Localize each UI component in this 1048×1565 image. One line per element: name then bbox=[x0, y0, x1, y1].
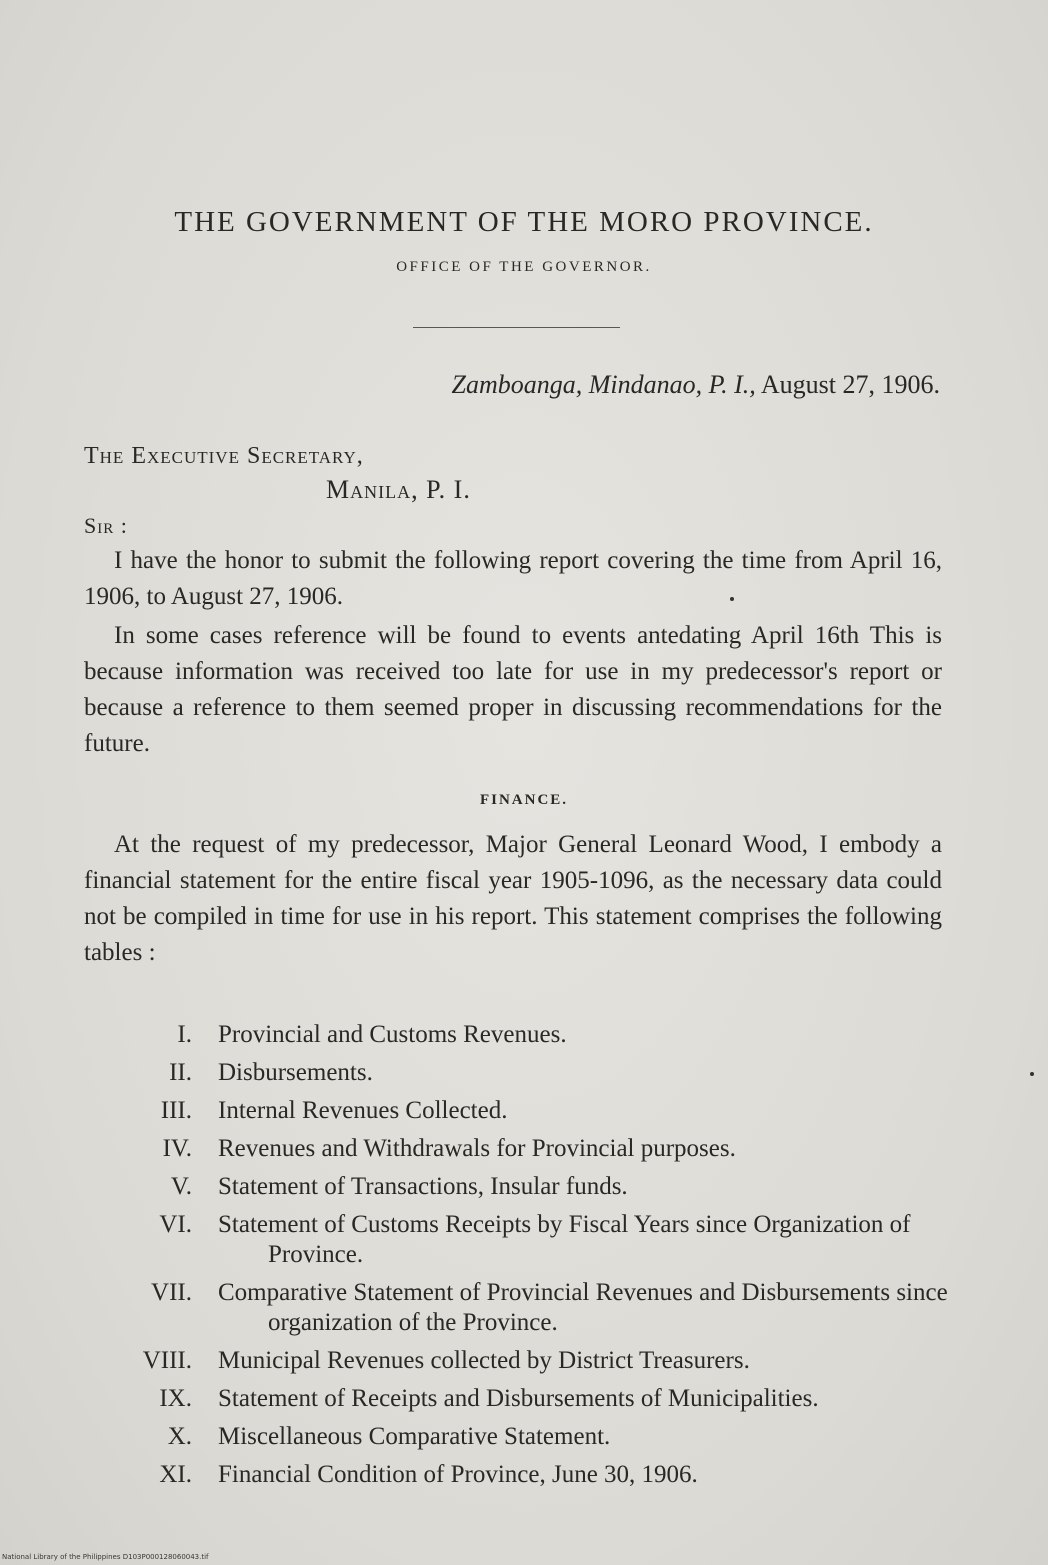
list-item-text: Statement of Transactions, Insular funds. bbox=[218, 1173, 628, 1200]
list-item bbox=[0, 1384, 1048, 1414]
list-item-number: VIII. bbox=[142, 1347, 192, 1374]
list-item-text: Municipal Revenues collected by District Treasurers. bbox=[218, 1347, 750, 1374]
divider-rule bbox=[413, 327, 620, 328]
list-item-text: Comparative Statement of Provincial Revenues and Disbursements since organization of the Province. bbox=[218, 1279, 948, 1336]
addressee-location: Manila, P. I. bbox=[326, 475, 471, 504]
dateline bbox=[451, 370, 940, 400]
list-item-text: Statement of Receipts and Disbursements of Municipalities. bbox=[218, 1385, 819, 1412]
list-item bbox=[0, 1134, 1048, 1164]
dateline-date: August 27, 1906. bbox=[760, 370, 940, 399]
document-title: THE GOVERNMENT OF THE MORO PROVINCE. bbox=[174, 206, 874, 238]
ink-speck bbox=[1030, 1072, 1034, 1076]
list-item-number: XI. bbox=[159, 1461, 192, 1488]
list-item bbox=[0, 1096, 1048, 1126]
paragraph-antedating: In some cases reference will be found to events antedating April 16th This is because information was received too late for use in my predecessor's report or because a reference to them seemed proper in discussing recommendations for the future. bbox=[84, 622, 942, 757]
list-item-text: Provincial and Customs Revenues. bbox=[218, 1021, 567, 1048]
list-item bbox=[0, 1460, 1048, 1490]
list-item-number: IX. bbox=[159, 1385, 192, 1412]
list-item-text: Miscellaneous Comparative Statement. bbox=[218, 1423, 611, 1450]
list-item-number: VII. bbox=[151, 1279, 192, 1306]
paragraph-intro: I have the honor to submit the following report covering the time from April 16, 1906, to August 27, 1906. bbox=[84, 547, 942, 610]
list-item bbox=[0, 1172, 1048, 1202]
list-item-text: Internal Revenues Collected. bbox=[218, 1097, 508, 1124]
list-item-text: Financial Condition of Province, June 30, 1906. bbox=[218, 1461, 698, 1488]
addressee-title: The Executive Secretary, bbox=[84, 443, 364, 469]
dateline-place: Zamboanga, Mindanao, P. I., bbox=[451, 370, 756, 399]
scan-footer: National Library of the Philippines D103P000128060043.tif bbox=[2, 1553, 209, 1561]
list-item-number: IV. bbox=[162, 1135, 192, 1162]
paragraph-finance: At the request of my predecessor, Major General Leonard Wood, I embody a financial statement for the entire fiscal year 1905-1096, as the necessary data could not be compiled in time for use in his report. This statement comprises the following tables : bbox=[84, 831, 942, 966]
list-item bbox=[0, 1210, 1048, 1270]
tables-list bbox=[0, 1020, 1048, 1498]
list-item-text: Disbursements. bbox=[218, 1059, 373, 1086]
list-item-number: III. bbox=[160, 1097, 192, 1124]
document-subtitle: OFFICE OF THE GOVERNOR. bbox=[396, 259, 652, 275]
list-item-text: Revenues and Withdrawals for Provincial purposes. bbox=[218, 1135, 736, 1162]
list-item-number: II. bbox=[169, 1059, 192, 1086]
salutation: Sir : bbox=[84, 513, 128, 538]
list-item-number: X. bbox=[167, 1423, 192, 1450]
ink-speck bbox=[730, 597, 734, 601]
list-item bbox=[0, 1058, 1048, 1088]
list-item-number: V. bbox=[170, 1173, 192, 1200]
list-item-number: I. bbox=[177, 1021, 192, 1048]
list-item-number: VI. bbox=[159, 1211, 192, 1238]
section-title-finance: FINANCE. bbox=[479, 792, 569, 808]
list-item bbox=[0, 1278, 1048, 1338]
list-item bbox=[0, 1422, 1048, 1452]
list-item bbox=[0, 1346, 1048, 1376]
list-item-text: Statement of Customs Receipts by Fiscal Years since Organization of Province. bbox=[218, 1211, 911, 1268]
list-item bbox=[0, 1020, 1048, 1050]
